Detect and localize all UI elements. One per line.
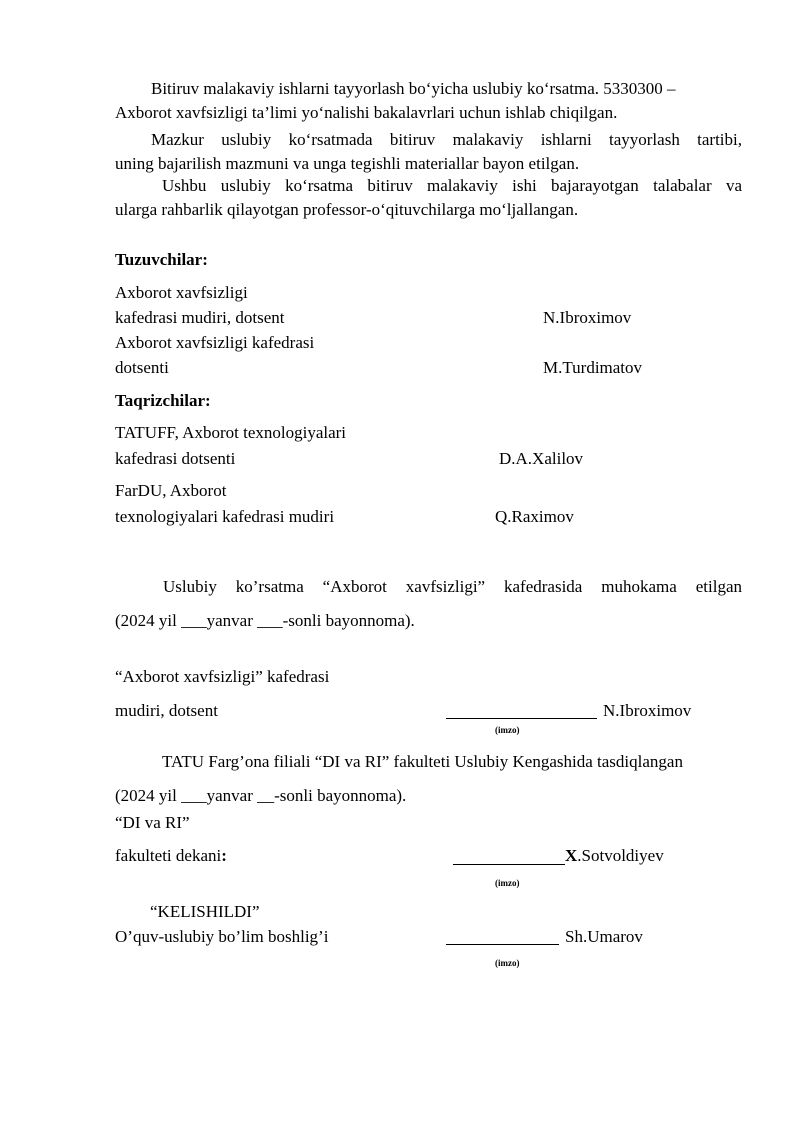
discussion-line2: (2024 yil ___yanvar ___-sonli bayonnoma). — [115, 611, 415, 630]
approval-paragraph — [115, 745, 742, 813]
agreed-signature-line — [446, 926, 559, 945]
intro-p3-line1: Ushbu uslubiy ko‘rsatma bitiruv malakaviy ishi bajarayotgan talabalar va — [162, 176, 742, 195]
dept-head-sign-label: (imzo) — [495, 725, 520, 735]
intro-paragraph-1 — [115, 77, 742, 125]
dean-name — [565, 846, 664, 866]
intro-paragraph-3 — [115, 174, 742, 222]
dean-colon: : — [221, 846, 227, 865]
reviewer-1-line1: TATUFF, Axborot texnologiyalari — [115, 423, 347, 442]
reviewer-2-line2: texnologiyalari kafedrasi mudiri — [115, 507, 335, 526]
dean-sign-label: (imzo) — [495, 878, 520, 888]
intro-paragraph-2 — [115, 128, 742, 176]
compiler-2-line1: Axborot xavfsizligi kafedrasi — [115, 333, 315, 352]
dean-line1: “DI va RI” — [115, 813, 190, 832]
compiler-2-line2: dotsenti — [115, 358, 169, 377]
reviewer-2-name: Q.Raximov — [495, 507, 574, 526]
approval-line2: (2024 yil ___yanvar __-sonli bayonnoma). — [115, 786, 407, 805]
dean-signature-line — [453, 846, 565, 865]
compiler-1-name: N.Ibroximov — [543, 308, 632, 327]
compilers-heading: Tuzuvchilar: — [115, 250, 208, 269]
compiler-1-line1: Axborot xavfsizligi — [115, 283, 248, 302]
compiler-1-line2: kafedrasi mudiri, dotsent — [115, 308, 285, 327]
agreed-title: “KELISHILDI” — [150, 902, 260, 921]
dean-title: fakulteti dekani — [115, 846, 222, 865]
discussion-paragraph — [115, 570, 742, 638]
dept-head-line1: “Axborot xavfsizligi” kafedrasi — [115, 667, 330, 686]
agreed-position: O’quv-uslubiy bo’lim boshlig’i — [115, 927, 329, 946]
approval-line1: TATU Farg’ona filiali “DI va RI” fakulteti Uslubiy Kengashida tasdiqlangan — [162, 752, 683, 771]
dept-head-name: N.Ibroximov — [603, 701, 692, 720]
dept-head-signature-line — [446, 700, 597, 719]
dept-head-line2: mudiri, dotsent — [115, 701, 218, 720]
agreed-name: Sh.Umarov — [565, 927, 643, 946]
dean-name-initial: X — [565, 846, 578, 865]
intro-p2-line2: uning bajarilish mazmuni va unga tegishli materiallar bayon etilgan. — [115, 154, 580, 173]
reviewer-1-line2: kafedrasi dotsenti — [115, 449, 236, 468]
discussion-line1: Uslubiy ko’rsatma “Axborot xavfsizligi” kafedrasida muhokama etilgan — [163, 577, 742, 596]
intro-p2-line1: Mazkur uslubiy koʻrsatmada bitiruv malakaviy ishlarni tayyorlash tartibi, — [151, 130, 742, 149]
dean-name-rest: .Sotvoldiyev — [577, 846, 664, 865]
reviewers-heading: Taqrizchilar: — [115, 391, 211, 410]
reviewer-2-line1: FarDU, Axborot — [115, 481, 227, 500]
intro-p1-line1: Bitiruv malakaviy ishlarni tayyorlash boʻyicha uslubiy koʻrsatma. 5330300 – — [151, 79, 676, 98]
compiler-2-name: M.Turdimatov — [543, 358, 643, 377]
agreed-sign-label: (imzo) — [495, 958, 520, 968]
dean-line2 — [115, 846, 227, 866]
reviewer-1-name: D.A.Xalilov — [499, 449, 584, 468]
intro-p3-line2: ularga rahbarlik qilayotgan professor-o‘qituvchilarga mo‘ljallangan. — [115, 200, 579, 219]
intro-p1-line2: Axborot xavfsizligi ta’limi yoʻnalishi bakalavrlari uchun ishlab chiqilgan. — [115, 103, 618, 122]
